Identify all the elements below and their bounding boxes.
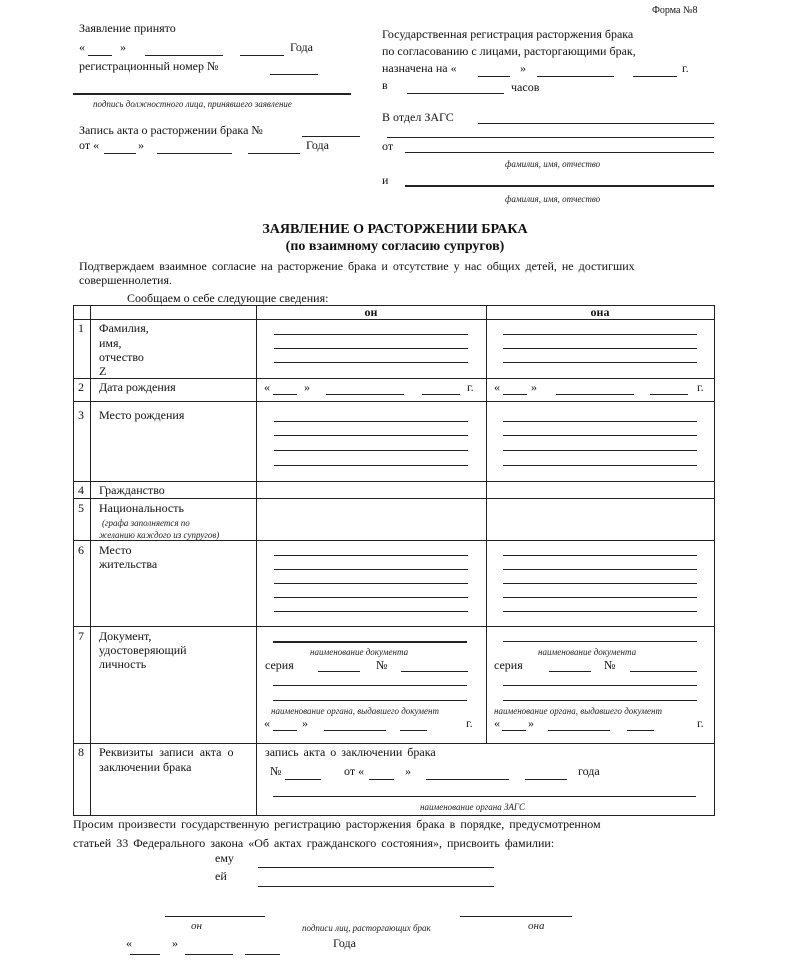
row-label: жительства: [99, 557, 158, 571]
quote-open: «: [264, 716, 270, 730]
he-issuer-field[interactable]: [273, 700, 467, 701]
row-label: Место: [99, 543, 132, 557]
row-number: 6: [78, 543, 84, 557]
request-text: Просим произвести государственную регистрацию расторжения брака в порядке, предусмотренном: [73, 817, 601, 831]
request-text-2: статьей 33 Федерального закона «Об актах гражданского состояния», присвоить фамилии:: [73, 836, 555, 850]
row-number: 3: [78, 408, 84, 422]
record-label: Запись акта о расторжении брака №: [79, 123, 263, 137]
she-issuer-field[interactable]: [503, 700, 697, 701]
marriage-from-label: от «: [344, 764, 365, 778]
he-birthplace-field[interactable]: [274, 435, 468, 436]
record-from-label: от «: [79, 138, 100, 152]
he-fio-field[interactable]: [274, 334, 468, 335]
row-label: Фамилия,: [99, 321, 149, 335]
marriage-year-field[interactable]: [525, 779, 567, 780]
row-number: 1: [78, 321, 84, 335]
hours-label: часов: [511, 80, 540, 94]
date-year-field[interactable]: [245, 954, 280, 955]
he-birthplace-field[interactable]: [274, 465, 468, 466]
record-number-field[interactable]: [302, 136, 360, 137]
signature-caption: подпись должностного лица, принявшего заявление: [93, 99, 292, 109]
date-quote-close: »: [172, 936, 178, 950]
year-suffix: г.: [682, 61, 689, 75]
he-fio-field[interactable]: [274, 348, 468, 349]
he-series-field[interactable]: [318, 671, 360, 672]
he-residence-field[interactable]: [274, 597, 468, 598]
she-issue-day-field[interactable]: [502, 730, 526, 731]
goda-label: Года: [290, 40, 313, 54]
year-suffix: г.: [697, 716, 704, 730]
he-issue-day-field[interactable]: [273, 730, 297, 731]
row-label: Место рождения: [99, 408, 185, 422]
column-header-she: она: [590, 305, 610, 319]
she-birth-day-field[interactable]: [503, 394, 527, 395]
row-label: личность: [99, 657, 147, 671]
date-quote-open: «: [126, 936, 132, 950]
quote-open: «: [494, 380, 500, 394]
row-note: желанию каждого из супругов): [99, 530, 220, 540]
she-issue-month-field[interactable]: [548, 730, 610, 731]
document-title: ЗАЯВЛЕНИЕ О РАСТОРЖЕНИИ БРАКА: [262, 222, 528, 237]
accepted-day-field[interactable]: [88, 55, 112, 56]
row-label: Z: [99, 364, 107, 378]
at-label: в: [382, 78, 388, 92]
date-month-field[interactable]: [185, 954, 233, 955]
row-label: Дата рождения: [99, 380, 176, 394]
he-residence-field[interactable]: [274, 569, 468, 570]
marriage-record-number-field[interactable]: [285, 779, 321, 780]
he-doc-name-field[interactable]: [273, 641, 467, 643]
official-signature-field[interactable]: [73, 93, 351, 95]
reg-number-label: регистрационный номер №: [79, 59, 219, 73]
goda-label: Года: [306, 138, 329, 152]
he-birth-day-field[interactable]: [273, 394, 297, 395]
he-residence-field[interactable]: [274, 611, 468, 612]
series-label: серия: [265, 658, 294, 672]
quote-close: »: [120, 40, 126, 54]
row-number: 4: [78, 483, 84, 497]
he-doc-number-field[interactable]: [401, 671, 468, 672]
she-doc-number-field[interactable]: [630, 671, 697, 672]
marriage-month-field[interactable]: [426, 779, 509, 780]
quote-close: »: [138, 138, 144, 152]
she-doc-name-field[interactable]: [503, 641, 697, 642]
he-issue-month-field[interactable]: [324, 730, 386, 731]
he-residence-field[interactable]: [274, 555, 468, 556]
she-issue-year-field[interactable]: [627, 730, 654, 731]
intro-text-2: совершеннолетия.: [79, 273, 172, 287]
quote-open: «: [264, 380, 270, 394]
he-birthplace-field[interactable]: [274, 421, 468, 422]
she-fio-field[interactable]: [503, 334, 697, 335]
row-label: заключении брака: [99, 760, 192, 774]
zags-field-2[interactable]: [387, 137, 714, 138]
marriage-zags-field[interactable]: [273, 796, 696, 797]
row-note: (графа заполняется по: [102, 518, 190, 528]
row-label: Национальность: [99, 501, 184, 515]
he-issue-year-field[interactable]: [400, 730, 427, 731]
row-label: Гражданство: [99, 483, 165, 497]
issuer-caption: наименование органа, выдавшего документ: [494, 706, 662, 716]
row-label: имя,: [99, 336, 122, 350]
signatures-caption: подписи лиц, расторгающих брак: [302, 923, 431, 933]
she-residence-field[interactable]: [503, 569, 697, 570]
year-suffix: г.: [466, 716, 473, 730]
record-day-field[interactable]: [104, 153, 136, 154]
she-issuer-field[interactable]: [503, 685, 697, 686]
accepted-year-field[interactable]: [240, 55, 284, 56]
he-fio-field[interactable]: [274, 362, 468, 363]
quote-close: »: [405, 764, 411, 778]
he-issuer-field[interactable]: [273, 685, 467, 686]
number-label: №: [270, 764, 282, 778]
she-birthplace-field[interactable]: [503, 421, 697, 422]
her-signature-field[interactable]: [460, 916, 572, 917]
year-label: года: [578, 764, 600, 778]
zags-name-caption: наименование органа ЗАГС: [420, 802, 526, 812]
he-birthplace-field[interactable]: [274, 450, 468, 451]
row-number: 2: [78, 380, 84, 394]
record-year-field[interactable]: [248, 153, 300, 154]
number-label: №: [376, 658, 388, 672]
registration-line-1: Государственная регистрация расторжения брака: [382, 27, 634, 41]
she-birth-month-field[interactable]: [556, 394, 634, 395]
she-residence-field[interactable]: [503, 583, 697, 584]
she-birthplace-field[interactable]: [503, 465, 697, 466]
registration-line-3: назначена на «: [382, 61, 457, 75]
intro-text: Подтверждаем взаимное согласие на расторжение брака и отсутствие у нас общих детей, не достигших: [79, 259, 635, 273]
marriage-record-label: запись акта о заключении брака: [265, 745, 436, 759]
registration-line-2: по согласованию с лицами, расторгающими брак,: [382, 44, 636, 58]
row-label: Реквизиты записи акта о: [99, 745, 234, 759]
applicant-1-field[interactable]: [405, 152, 714, 153]
from-label: от: [382, 139, 394, 153]
quote-close: »: [304, 380, 310, 394]
appointment-day-field[interactable]: [478, 76, 510, 77]
quote-close: »: [520, 61, 526, 75]
applicant-2-field[interactable]: [405, 185, 714, 187]
number-label: №: [604, 658, 616, 672]
row-label: удостоверяющий: [99, 643, 187, 657]
reg-number-field[interactable]: [270, 74, 318, 75]
year-suffix: г.: [697, 380, 704, 394]
row-number: 5: [78, 501, 84, 515]
she-birthplace-field[interactable]: [503, 435, 697, 436]
quote-open: «: [79, 40, 85, 54]
marriage-day-field[interactable]: [369, 779, 394, 780]
column-header-he: он: [364, 305, 378, 319]
record-month-field[interactable]: [157, 153, 232, 154]
doc-name-caption: наименование документа: [538, 647, 637, 657]
he-residence-field[interactable]: [274, 583, 468, 584]
document-subtitle: (по взаимному согласию супругов): [285, 239, 505, 254]
appointment-time-field[interactable]: [407, 93, 504, 94]
quote-open: «: [494, 716, 500, 730]
him-label: ему: [215, 851, 234, 865]
intro-text-3: Сообщаем о себе следующие сведения:: [127, 291, 329, 305]
his-signature-field[interactable]: [165, 916, 265, 917]
accepted-label: Заявление принято: [79, 21, 176, 35]
fio-caption: фамилия, имя, отчество: [505, 194, 601, 204]
fio-caption: фамилия, имя, отчество: [505, 159, 601, 169]
she-fio-field[interactable]: [503, 362, 697, 363]
she-birthplace-field[interactable]: [503, 450, 697, 451]
date-day-field[interactable]: [130, 954, 160, 955]
she-series-field[interactable]: [549, 671, 591, 672]
she-residence-field[interactable]: [503, 597, 697, 598]
her-signature-caption: она: [528, 920, 545, 932]
his-signature-caption: он: [191, 920, 202, 932]
appointment-year-field[interactable]: [633, 76, 677, 77]
quote-close: »: [302, 716, 308, 730]
zags-field[interactable]: [478, 123, 714, 124]
she-fio-field[interactable]: [503, 348, 697, 349]
quote-close: »: [531, 380, 537, 394]
quote-close: »: [528, 716, 534, 730]
she-residence-field[interactable]: [503, 611, 697, 612]
he-birth-year-field[interactable]: [422, 394, 460, 395]
she-residence-field[interactable]: [503, 555, 697, 556]
form-number: Форма №8: [652, 5, 698, 16]
year-suffix: г.: [467, 380, 474, 394]
doc-name-caption: наименование документа: [310, 647, 409, 657]
row-number: 8: [78, 745, 84, 759]
row-label: отчество: [99, 350, 144, 364]
series-label: серия: [494, 658, 523, 672]
row-number: 7: [78, 629, 84, 643]
accepted-month-field[interactable]: [145, 55, 223, 56]
he-birth-month-field[interactable]: [326, 394, 404, 395]
date-goda-label: Года: [333, 936, 356, 950]
appointment-month-field[interactable]: [537, 76, 614, 77]
zags-label: В отдел ЗАГС: [382, 110, 454, 124]
and-label: и: [382, 173, 389, 187]
his-surname-field[interactable]: [258, 867, 494, 868]
issuer-caption: наименование органа, выдавшего документ: [271, 706, 439, 716]
she-birth-year-field[interactable]: [650, 394, 688, 395]
row-label: Документ,: [99, 629, 152, 643]
her-surname-field[interactable]: [258, 886, 494, 887]
her-label: ей: [215, 869, 227, 883]
